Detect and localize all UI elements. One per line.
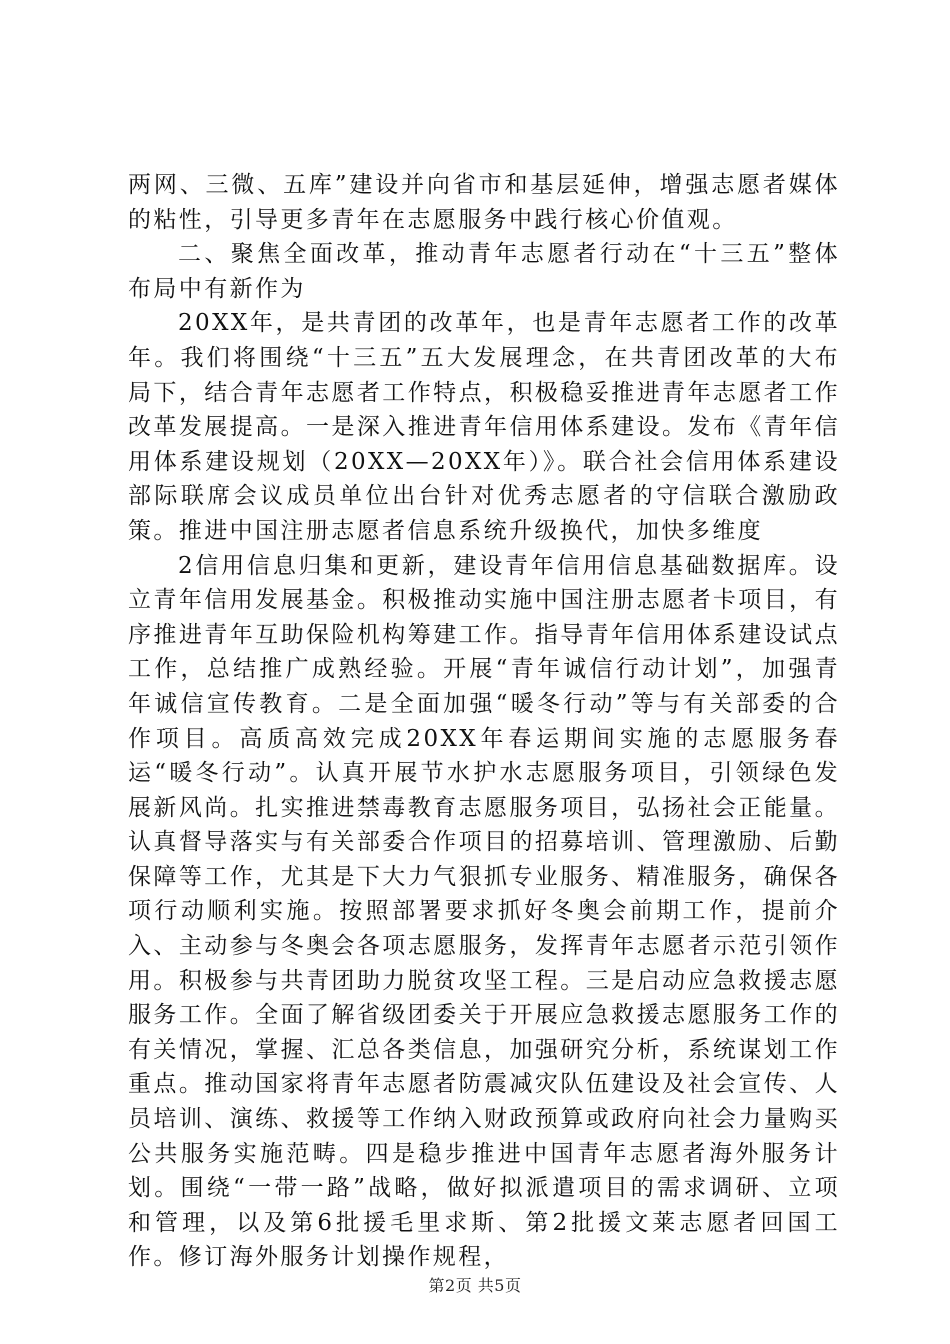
paragraph-4: 2信用信息归集和更新，建设青年信用信息基础数据库。设立青年信用发展基金。积极推动实施中国注册志愿者卡项目，有序推进青年互助保险机构筹建工作。指导青年信用体系建设试点工作，总结推广成熟经验。开展“青年诚信行动计划”，加强青年诚信宣传教育。二是全面加强“暖冬行动”等与有关部委的合作项目。高质高效完成20XX年春运期间实施的志愿服务春运“暖冬行动”。认真开展节水护水志愿服务项目，引领绿色发展新风尚。扎实推进禁毒教育志愿服务项目，弘扬社会正能量。认真督导落实与有关部委合作项目的招募培训、管理激励、后勤保障等工作，尤其是下大力气狠抓专业服务、精准服务，确保各项行动顺利实施。按照部署要求抓好冬奥会前期工作，提前介入、主动参与冬奥会各项志愿服务，发挥青年志愿者示范引领作用。积极参与共青团助力脱贫攻坚工程。三是启动应急救援志愿服务工作。全面了解省级团委关于开展应急救援志愿服务工作的有关情况，掌握、汇总各类信息，加强研究分析，系统谋划工作重点。推动国家将青年志愿者防震减灾队伍建设及社会宣传、人员培训、演练、救援等工作纳入财政预算或政府向社会力量购买公共服务实施范畴。四是稳步推进中国青年志愿者海外服务计划。围绕“一带一路”战略，做好拟派遣项目的需求调研、立项和管理，以及第6批援毛里求斯、第2批援文莱志愿者回国工作。修订海外服务计划操作规程， <box>128 552 840 1271</box>
page-footer: 第2页 共5页 <box>428 1276 522 1295</box>
paragraph-3: 20XX年，是共青团的改革年，也是青年志愿者工作的改革年。我们将围绕“十三五”五大发展理念，在共青团改革的大布局下，结合青年志愿者工作特点，积极稳妥推进青年志愿者工作改革发展提高。一是深入推进青年信用体系建设。发布《青年信用体系建设规划（20XX—20XX年）》。联合社会信用体系建设部际联席会议成员单位出台针对优秀志愿者的守信联合激励政策。推进中国注册志愿者信息系统升级换代，加快多维度 <box>128 310 840 544</box>
paragraph-2-heading: 二、聚焦全面改革，推动青年志愿者行动在“十三五”整体布局中有新作为 <box>128 241 840 302</box>
document-body <box>128 168 840 1275</box>
paragraph-1: 两网、三微、五库”建设并向省市和基层延伸，增强志愿者媒体的粘性，引导更多青年在志愿服务中践行核心价值观。 <box>128 172 840 233</box>
